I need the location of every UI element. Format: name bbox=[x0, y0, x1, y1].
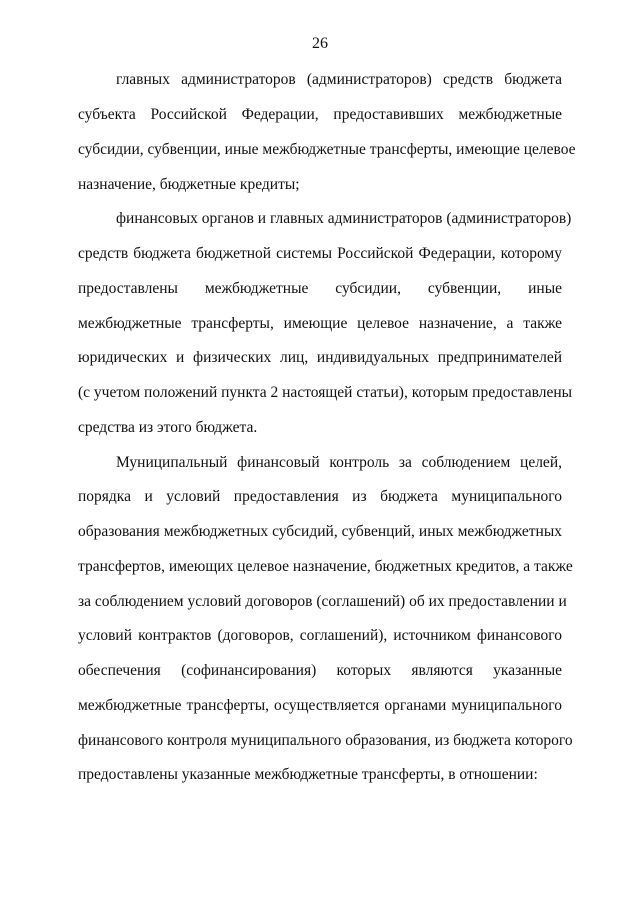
text-line: субсидии, субвенции, иные межбюджетные трансферты, имеющие целевое bbox=[78, 141, 576, 158]
page-number: 26 bbox=[312, 35, 328, 52]
text-line: назначение, бюджетные кредиты; bbox=[78, 176, 300, 193]
text-line: Муниципальный финансовый контроль за соблюдением целей, bbox=[116, 454, 562, 471]
text-line: средств бюджета бюджетной системы Российской Федерации, которому bbox=[78, 245, 562, 262]
text-line: обеспечения (софинансирования) которых являются указанные bbox=[78, 662, 562, 679]
text-line: финансовых органов и главных администраторов (администраторов) bbox=[116, 210, 572, 227]
text-line: трансфертов, имеющих целевое назначение, бюджетных кредитов, а также bbox=[78, 558, 573, 575]
text-line: финансового контроля муниципального образования, из бюджета которого bbox=[78, 732, 573, 749]
text-line: межбюджетные трансферты, осуществляется органами муниципального bbox=[78, 697, 562, 714]
text-line: предоставлены указанные межбюджетные трансферты, в отношении: bbox=[78, 766, 538, 783]
text-line: юридических и физических лиц, индивидуальных предпринимателей bbox=[78, 349, 562, 366]
text-line: (с учетом положений пункта 2 настоящей статьи), которым предоставлены bbox=[78, 384, 573, 401]
text-line: средства из этого бюджета. bbox=[78, 419, 258, 436]
text-line: предоставлены межбюджетные субсидии, субвенции, иные bbox=[78, 280, 562, 297]
text-line: главных администраторов (администраторов) средств бюджета bbox=[116, 71, 562, 88]
text-line: условий контрактов (договоров, соглашений), источником финансового bbox=[78, 627, 562, 644]
text-line: субъекта Российской Федерации, предоставивших межбюджетные bbox=[78, 106, 562, 123]
text-line: межбюджетные трансферты, имеющие целевое назначение, а также bbox=[78, 315, 562, 332]
text-line: за соблюдением условий договоров (соглашений) об их предоставлении и bbox=[78, 593, 567, 610]
text-line: порядка и условий предоставления из бюджета муниципального bbox=[78, 488, 562, 505]
text-line: образования межбюджетных субсидий, субвенций, иных межбюджетных bbox=[78, 523, 562, 540]
